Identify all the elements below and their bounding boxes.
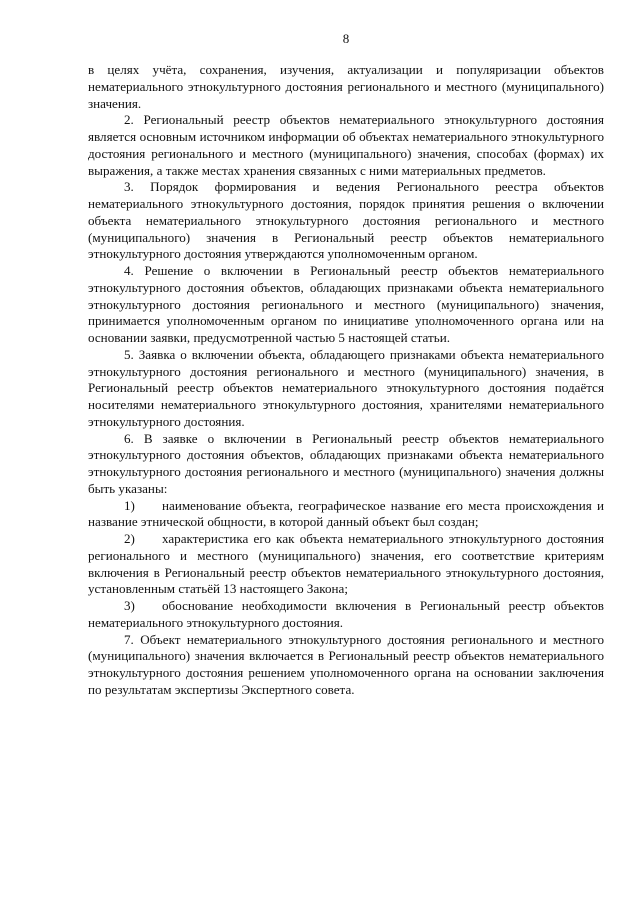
page-number: 8: [342, 31, 350, 46]
document-body: [88, 62, 604, 699]
list-item-number: 1): [124, 497, 135, 513]
paragraph-3: 3. Порядок формирования и ведения Регионального реестра объектов нематериального этнокультурного достояния, порядок принятия решения о включении объекта нематериального этнокультурного достояния регионального и местного (муниципального) значения в Региональный реестр объектов нематериального этнокультурного достояния утверждаются уполномоченным органом.: [88, 179, 604, 262]
paragraph-5: 5. Заявка о включении объекта, обладающего признаками объекта нематериального этнокультурного достояния регионального и местного (муниципального) значения, в Региональный реестр объектов нематериального этнокультурного достояния подаётся носителями нематериального этнокультурного достояния, хранителями нематериального этнокультурного достояния.: [88, 346, 604, 429]
list-item-number: 2): [124, 531, 135, 546]
list-item-text: обоснование необходимости включения в Региональный реестр объектов нематериального этнокультурного достояния.: [88, 598, 604, 630]
list-item-text: наименование объекта, географическое название его места происхождения и название этнической общности, в которой данный объект был создан;: [88, 497, 604, 530]
list-item-3: [88, 598, 604, 632]
paragraph-4: 4. Решение о включении в Региональный реестр объектов нематериального этнокультурного достояния объектов, обладающих признаками объекта нематериального этнокультурного достояния регионального и местного (муниципального) значения, принимается уполномоченным органом по инициативе уполномоченного органа или на основании заявки, предусмотренной частью 5 настоящей статьи.: [88, 263, 604, 345]
paragraph-7: 7. Объект нематериального этнокультурного достояния регионального и местного (муниципального) значения включается в Региональный реестр объектов нематериального этнокультурного достояния решением уполномоченного органа на основании заключения по результатам экспертизы Экспертного совета.: [88, 631, 604, 697]
list-item-number: 3): [124, 598, 135, 613]
paragraph-6: 6. В заявке о включении в Региональный реестр объектов нематериального этнокультурного достояния объектов, обладающих признаками объекта нематериального этнокультурного достояния регионального и местного (муниципального) значения должны быть указаны:: [88, 430, 604, 496]
list-item-1: [88, 498, 604, 532]
list-item-text: характеристика его как объекта нематериального этнокультурного достояния регионального и местного (муниципального) значения, его соответствие критериям включения в Региональный реестр объектов нематериального этнокультурного достояния, установленным статьёй 13 настоящего Закона;: [88, 531, 604, 597]
paragraph-continuation: в целях учёта, сохранения, изучения, актуализации и популяризации объектов нематериального этнокультурного достояния регионального и местного (муниципального) значения.: [88, 62, 604, 111]
paragraph-2: 2. Региональный реестр объектов нематериального этнокультурного достояния является основным источником информации об объектах нематериального этнокультурного достояния регионального и местного (муниципального) значения, способах (формах) их выражения, а также местах хранения связанных с ними материальных предметов.: [88, 112, 604, 178]
list-item-2: [88, 531, 604, 598]
